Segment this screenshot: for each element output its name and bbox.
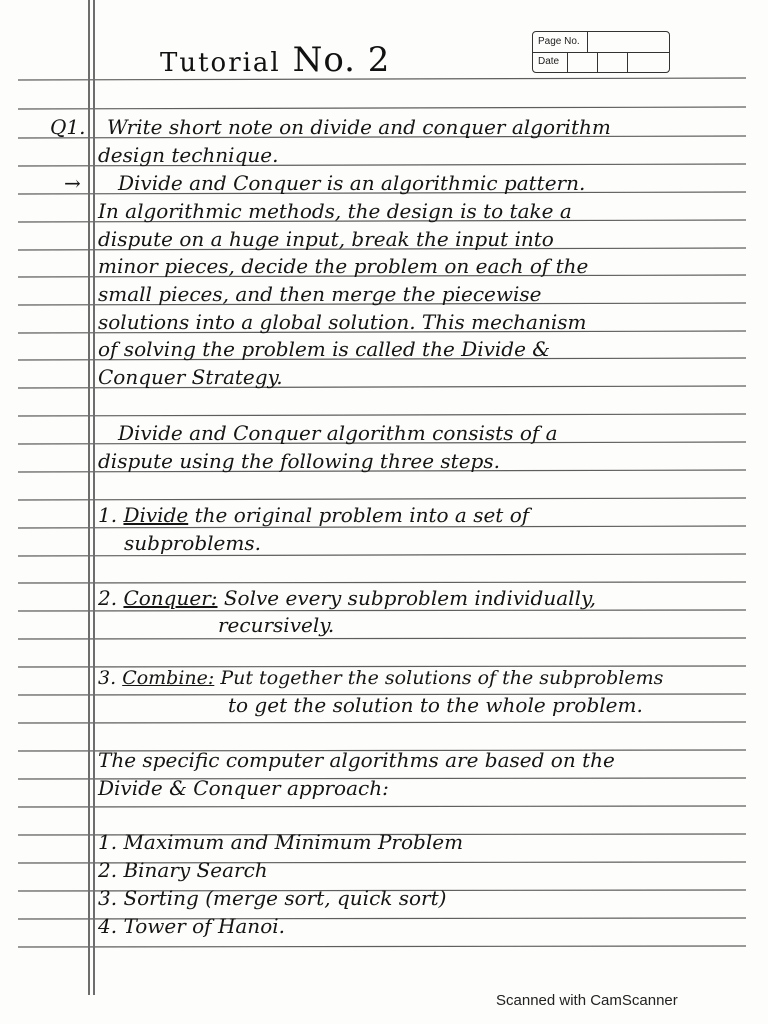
question-line: design technique. [98,143,279,167]
step-term: Conquer: [123,586,218,610]
algorithms-intro-line: The specific computer algorithms are based on the [98,748,615,772]
steps-intro-line: Divide and Conquer algorithm consists of a [118,421,558,445]
algorithms-intro-line: Divide & Conquer approach: [98,776,389,800]
algorithm-list-item: 2. Binary Search [98,858,268,882]
title-prefix: Tutorial [160,48,281,78]
scanner-watermark: Scanned with CamScanner [496,992,678,1009]
step-text: the original problem into a set of [194,503,530,527]
step-text: to get the solution to the whole problem. [228,693,643,717]
step-number: 3. [98,667,117,689]
answer-line: Divide and Conquer is an algorithmic pattern. [118,171,586,195]
date-label: Date [538,56,560,67]
title-number: No. 2 [292,40,391,80]
answer-line: small pieces, and then merge the piecewise [98,282,542,306]
answer-line: Conquer Strategy. [98,365,283,389]
step-item [98,585,596,611]
step-text: subproblems. [124,531,261,555]
margin-line [93,0,95,995]
step-text: Put together the solutions of the subproblems [220,667,664,689]
step-text: Solve every subproblem individually, [223,586,596,610]
page-date-box [532,31,670,73]
page-title [160,40,390,80]
answer-line: solutions into a global solution. This mechanism [98,310,587,334]
question-line: Write short note on divide and conquer algorithm [107,115,611,139]
algorithm-list-item: 4. Tower of Hanoi. [98,914,285,938]
step-term: Combine: [122,667,215,689]
steps-intro-line: dispute using the following three steps. [98,449,500,473]
answer-line: In algorithmic methods, the design is to take a [98,199,572,223]
algorithm-list-item: 3. Sorting (merge sort, quick sort) [98,886,447,910]
answer-line: dispute on a huge input, break the input into [98,227,554,251]
step-number: 1. [98,503,118,527]
step-item [98,665,663,691]
answer-line: of solving the problem is called the Divide & [98,337,551,361]
answer-line: minor pieces, decide the problem on each of the [98,254,589,278]
margin-line [88,0,90,995]
algorithm-list-item: 1. Maximum and Minimum Problem [98,830,464,854]
question-number: Q1. [50,115,86,139]
step-item [98,502,529,528]
answer-arrow: → [64,171,81,195]
step-number: 2. [98,586,118,610]
step-term: Divide [123,503,189,527]
page-no-label: Page No. [538,36,580,47]
step-text: recursively. [218,613,335,637]
